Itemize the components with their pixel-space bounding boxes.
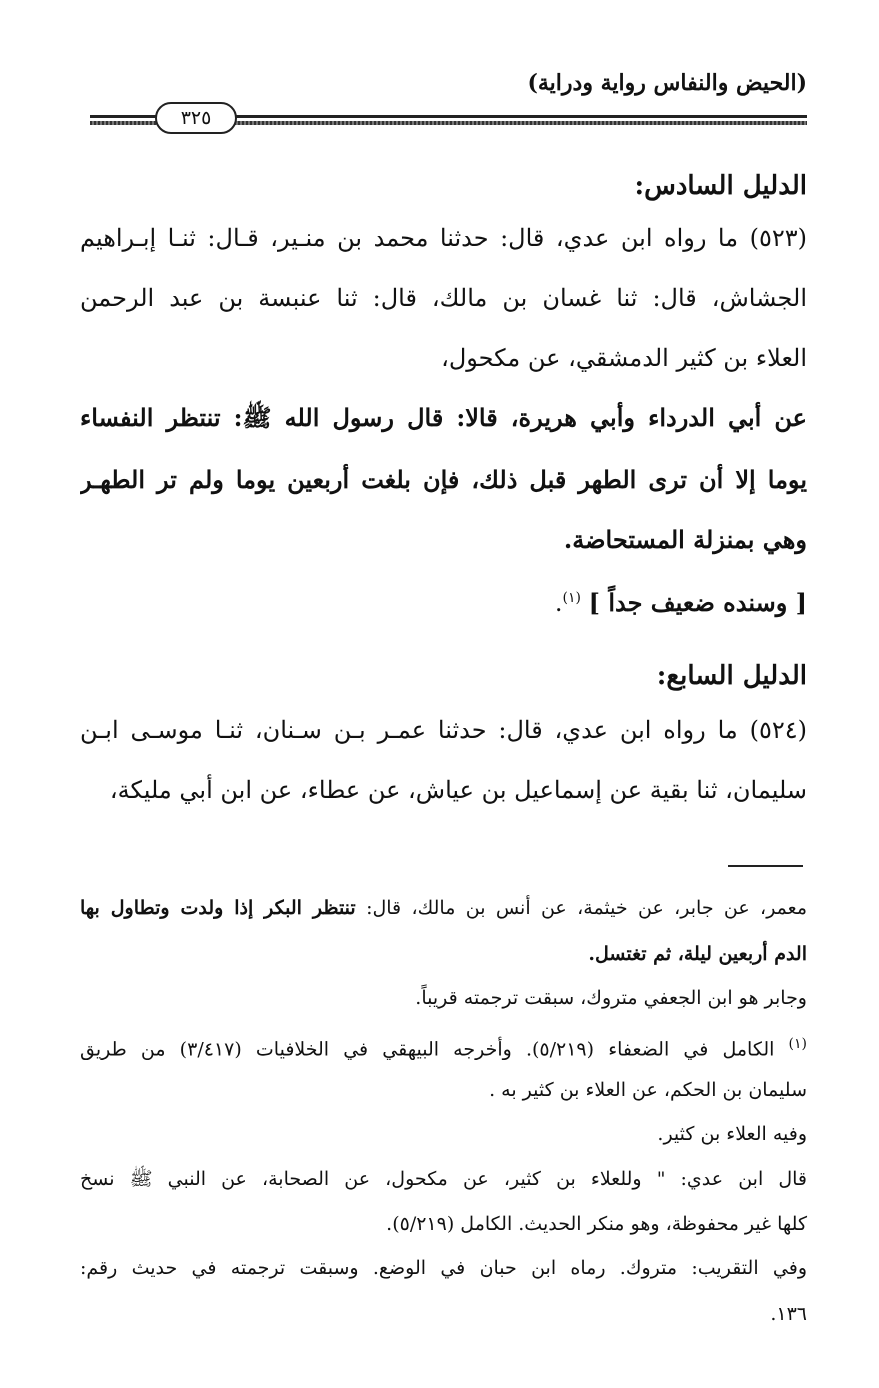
section-heading-seventh: الدليل السابع:: [656, 661, 807, 691]
footnote-1-line-2: سليمان بن الحكم، عن العلاء بن كثير به .: [489, 1079, 807, 1101]
footnote-cont-line-1: [80, 892, 807, 924]
hadith-523-line-2: الجشاش، قال: ثنا غسان بن مالك، قال: ثنا عنبسة بن عبد الرحمن: [80, 284, 807, 312]
footnote-1-text: الكامل في الضعفاء (٥/٢١٩). وأخرجه البيهقي في الخلافيات (٣/٤١٧) من طريق: [80, 1038, 789, 1060]
footnote-jabir: وجابر هو ابن الجعفي متروك، سبقت ترجمته قريباً.: [415, 987, 807, 1009]
footnote-1-line-6: وفي التقريب: متروك. رماه ابن حبان في الوضع. وسبقت ترجمته في حديث رقم:: [80, 1257, 807, 1279]
grading-text: [ وسنده ضعيف جداً ]: [588, 588, 807, 617]
hadith-524-line-2: سليمان، ثنا بقية عن إسماعيل بن عياش، عن عطاء، عن ابن أبي مليكة،: [109, 776, 807, 804]
footnote-separator: [728, 865, 803, 867]
page-number: ٣٢٥: [155, 102, 237, 134]
footnote-1-line-4: قال ابن عدي: " وللعلاء بن كثير، عن مكحول، عن الصحابة، عن النبي ﷺ نسخ: [80, 1168, 807, 1190]
footnote-cont-bold: تنتظر البكر إذا ولدت وتطاول بها: [80, 897, 356, 919]
footnote-1-marker: (١): [788, 1036, 807, 1052]
footnote-cont-line-2: الدم أربعين ليلة، ثم تغتسل.: [588, 943, 807, 965]
grading-line: [80, 578, 807, 618]
hadith-523-line-3: العلاء بن كثير الدمشقي، عن مكحول،: [441, 344, 807, 372]
hadith-524-line-1: (٥٢٤) ما رواه ابن عدي، قال: حدثنا عمـر بـن سـنان، ثنـا موسـى ابـن: [80, 716, 807, 744]
running-header-title: (الحيض والنفاس رواية ودراية): [527, 70, 807, 96]
hadith-text-line-1: عن أبي الدرداء وأبي هريرة، قالا: قال رسول الله ﷺ: تنتظر النفساء: [80, 403, 807, 432]
footnote-1-line-7: ١٣٦.: [770, 1303, 807, 1325]
footnote-1-line-5: كلها غير محفوظة، وهو منكر الحديث. الكامل (٥/٢١٩).: [386, 1213, 807, 1235]
hadith-text-line-2: يوما إلا أن ترى الطهر قبل ذلك، فإن بلغت أربعين يوما ولم تر الطهـر: [80, 465, 807, 494]
hadith-text-line-3: وهي بمنزلة المستحاضة.: [563, 525, 807, 554]
section-heading-sixth: الدليل السادس:: [634, 171, 807, 201]
footnote-1-line-1: [80, 1028, 807, 1060]
footnote-1-line-3: وفيه العلاء بن كثير.: [657, 1123, 807, 1145]
footnote-ref: (١): [562, 590, 581, 606]
grading-end: .: [554, 589, 563, 617]
footnote-cont-text: معمر، عن جابر، عن خيثمة، عن أنس بن مالك، قال:: [355, 897, 807, 919]
hadith-523-line-1: (٥٢٣) ما رواه ابن عدي، قال: حدثنا محمد بن منـير، قـال: ثنـا إبـراهيم: [80, 224, 807, 252]
